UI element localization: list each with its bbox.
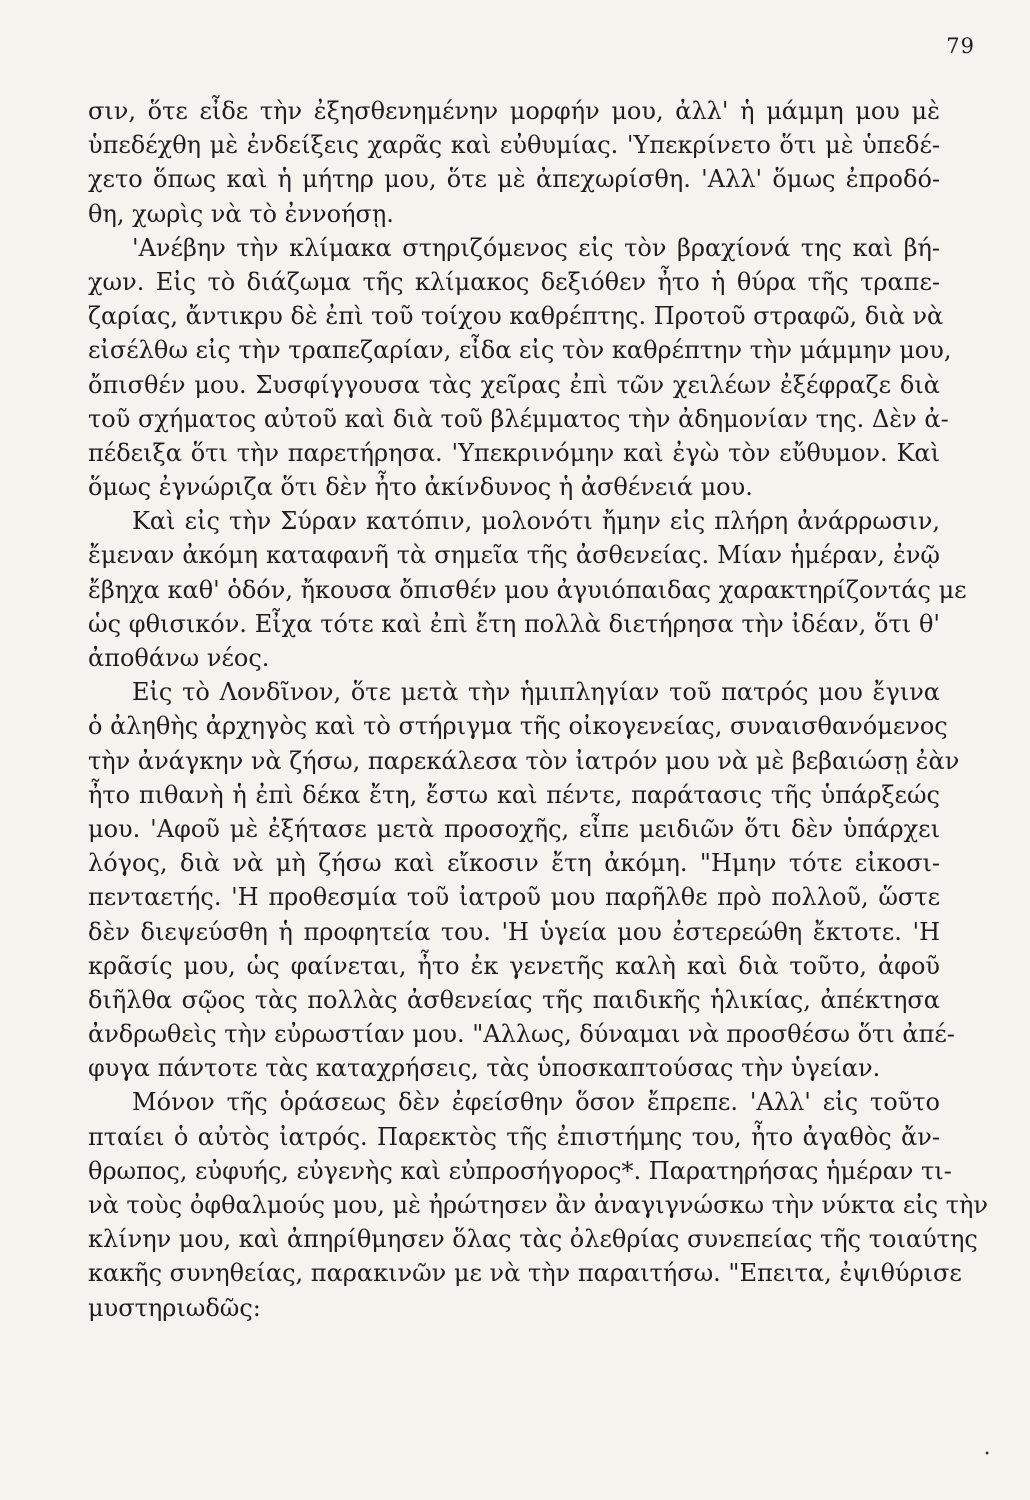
text-line: ἔμεναν ἀκόμη καταφανῆ τὰ σημεῖα τῆς ἀσθενείας. Μίαν ἡμέραν, ἐνῷ [88, 541, 940, 570]
text-line: Εἰς τὸ Λονδῖνον, ὅτε μετὰ τὴν ἡμιπληγίαν τοῦ πατρός μου ἔγινα [132, 678, 940, 707]
text-line: ἀποθάνω νέος. [88, 644, 270, 672]
text-line: κακῆς συνηθείας, παρακινῶν με νὰ τὴν παραιτήσω. "Επειτα, ἐψιθύρισε [88, 1259, 962, 1288]
text-line: ἔβηχα καθ' ὁδόν, ἤκουσα ὄπισθέν μου ἀγυιόπαιδας χαρακτηρίζοντάς με [88, 575, 967, 604]
text-line: ὅμως ἐγνώριζα ὅτι δὲν ἦτο ἀκίνδυνος ἡ ἀσθένειά μου. [88, 473, 753, 502]
text-line: δὲν διεψεύσθη ἡ προφητεία του. 'Η ὑγεία μου ἐστερεώθη ἔκτοτε. 'Η [88, 917, 940, 946]
text-line: 'Ανέβην τὴν κλίμακα στηριζόμενος εἰς τὸν βραχίονά της καὶ βή- [132, 233, 940, 262]
print-speck: • [984, 1449, 990, 1460]
text-line: εἰσέλθω εἰς τὴν τραπεζαρίαν, εἶδα εἰς τὸν καθρέπτην τὴν μάμμην μου, [88, 336, 952, 365]
text-line: πταίει ὁ αὐτὸς ἰατρός. Παρεκτὸς τῆς ἐπιστήμης του, ἦτο ἀγαθὸς ἄν- [88, 1122, 940, 1151]
text-line: χετο ὅπως καὶ ἡ μήτηρ μου, ὅτε μὲ ἀπεχωρίσθη. 'Αλλ' ὅμως ἐπροδό- [88, 165, 940, 194]
text-line: πενταετής. 'Η προθεσμία τοῦ ἰατροῦ μου παρῆλθε πρὸ πολλοῦ, ὥστε [88, 883, 940, 912]
text-line: κρᾶσίς μου, ὡς φαίνεται, ἦτο ἐκ γενετῆς καλὴ καὶ διὰ τοῦτο, ἀφοῦ [88, 951, 940, 980]
text-line: τοῦ σχήματος αὐτοῦ καὶ διὰ τοῦ βλέμματος τὴν ἀδημονίαν της. Δὲν ἀ- [88, 404, 949, 433]
text-line: διῆλθα σῷος τὰς πολλὰς ἀσθενείας τῆς παιδικῆς ἡλικίας, ἀπέκτησα [88, 985, 940, 1014]
text-line: ὡς φθισικόν. Εἶχα τότε καὶ ἐπὶ ἔτη πολλὰ διετήρησα τὴν ἰδέαν, ὅτι θ' [88, 609, 940, 638]
text-line: θρωπος, εὐφυής, εὐγενὴς καὶ εὐπροσήγορος*. Παρατηρήσας ἡμέραν τι- [88, 1156, 952, 1185]
text-line: πέδειξα ὅτι τὴν παρετήρησα. 'Υπεκρινόμην καὶ ἐγὼ τὸν εὔθυμον. Καὶ [88, 438, 940, 467]
text-line: ζαρίας, ἄντικρυ δὲ ἐπὶ τοῦ τοίχου καθρέπτης. Προτοῦ στραφῶ, διὰ νὰ [88, 302, 944, 331]
text-line: θη, χωρὶς νὰ τὸ ἐννοήσῃ. [88, 199, 394, 228]
text-line: χων. Εἰς τὸ διάζωμα τῆς κλίμακος δεξιόθεν ἦτο ἡ θύρα τῆς τραπε- [88, 267, 940, 296]
text-block [88, 94, 988, 1325]
text-line: λόγος, διὰ νὰ μὴ ζήσω καὶ εἴκοσιν ἔτη ἀκόμη. "Ημην τότε εἰκοσι- [88, 849, 940, 878]
text-line: Καὶ εἰς τὴν Σύραν κατόπιν, μολονότι ἤμην εἰς πλήρη ἀνάρρωσιν, [132, 507, 940, 536]
text-line: μυστηριωδῶς: [88, 1293, 261, 1322]
text-line: ἀνδρωθεὶς τὴν εὐρωστίαν μου. "Αλλως, δύναμαι νὰ προσθέσω ὅτι ἀπέ- [88, 1020, 955, 1049]
text-line: σιν, ὅτε εἶδε τὴν ἐξησθενημένην μορφήν μου, ἀλλ' ἡ μάμμη μου μὲ [88, 97, 940, 125]
text-line: ὑπεδέχθη μὲ ἐνδείξεις χαρᾶς καὶ εὐθυμίας. 'Υπεκρίνετο ὅτι μὲ ὑπεδέ- [88, 131, 940, 160]
text-line: τὴν ἀνάγκην νὰ ζήσω, παρεκάλεσα τὸν ἰατρόν μου νὰ μὲ βεβαιώσῃ ἐὰν [88, 746, 960, 775]
text-line: νὰ τοὺς ὀφθαλμούς μου, μὲ ἠρώτησεν ἂν ἀναγιγνώσκω τὴν νύκτα εἰς τὴν [88, 1191, 988, 1219]
page-number: 79 [946, 34, 975, 58]
text-line: κλίνην μου, καὶ ἀπηρίθμησεν ὅλας τὰς ὀλεθρίας συνεπείας τῆς τοιαύτης [88, 1225, 978, 1254]
text-line: Μόνον τῆς ὁράσεως δὲν ἐφείσθην ὅσον ἔπρεπε. 'Αλλ' εἰς τοῦτο [132, 1088, 940, 1117]
text-line: μου. 'Αφοῦ μὲ ἐξήτασε μετὰ προσοχῆς, εἶπε μειδιῶν ὅτι δὲν ὑπάρχει [88, 814, 940, 843]
text-line: ὄπισθέν μου. Συσφίγγουσα τὰς χεῖρας ἐπὶ τῶν χειλέων ἐξέφραζε διὰ [88, 370, 940, 399]
text-line: φυγα πάντοτε τὰς καταχρήσεις, τὰς ὑποσκαπτούσας τὴν ὑγείαν. [88, 1054, 881, 1083]
text-line: ὁ ἀληθὴς ἀρχηγὸς καὶ τὸ στήριγμα τῆς οἰκογενείας, συναισθανόμενος [88, 712, 948, 741]
text-line: ἦτο πιθανὴ ἡ ἐπὶ δέκα ἔτη, ἔστω καὶ πέντε, παράτασις τῆς ὑπάρξεώς [88, 780, 940, 809]
